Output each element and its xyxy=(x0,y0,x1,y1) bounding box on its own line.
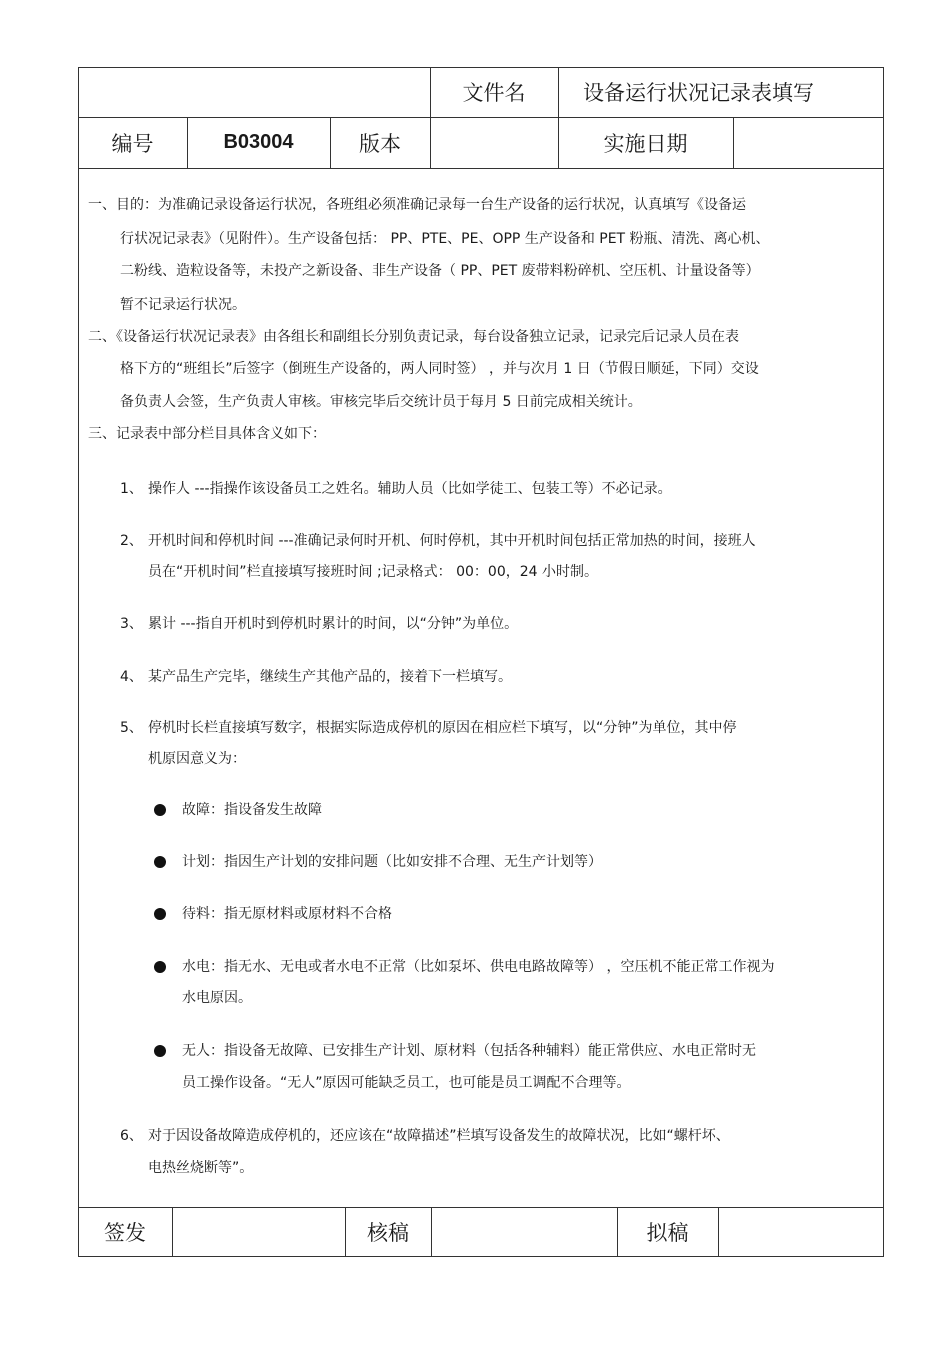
item-number: 1、 xyxy=(120,481,143,497)
review-label: 核稿 xyxy=(367,1221,409,1245)
review-signature-field xyxy=(431,1207,617,1257)
version-value xyxy=(430,117,558,168)
item-number: 6、 xyxy=(120,1128,143,1144)
draft-label: 拟稿 xyxy=(646,1221,689,1245)
purpose-line-4: 暂不记录运行状况。 xyxy=(120,297,246,313)
draft-signature-field xyxy=(718,1207,884,1257)
item-4-text: 某产品生产完毕，继续生产其他产品的，接着下一栏填写。 xyxy=(148,669,512,685)
impl-date-value xyxy=(733,117,884,168)
file-name-label: 文件名 xyxy=(462,81,526,105)
impl-date-label: 实施日期 xyxy=(603,131,688,156)
item-3-text: 累计 ---指自开机时到停机时累计的时间，以“分钟”为单位。 xyxy=(148,616,519,632)
item-2-line-1: 开机时间和停机时间 ---准确记录何时开机、何时停机，其中开机时间包括正常加热的时间，接班人 xyxy=(148,533,756,549)
item-5-line-1: 停机时长栏直接填写数字，根据实际造成停机的原因在相应栏下填写，以“分钟”为单位，其中停 xyxy=(148,720,737,736)
reason-material: 待料：指无原材料或原材料不合格 xyxy=(182,906,392,922)
responsibility-line-3: 备负责人会签，生产负责人审核。审核完毕后交统计员于每月 5 日前完成相关统计。 xyxy=(120,394,642,410)
item-number: 3、 xyxy=(120,616,143,632)
bullet-icon xyxy=(154,856,166,868)
purpose-line-2: 行状况记录表》（见附件）。生产设备包括： PP、PTE、PE、OPP 生产设备和 PET 粉瓶、清洗、离心机、 xyxy=(120,231,770,247)
version-label: 版本 xyxy=(359,131,401,156)
bullet-icon xyxy=(154,804,166,816)
responsibility-line-1: 二、《设备运行状况记录表》由各组长和副组长分别负责记录，每台设备独立记录，记录完后记录人员在表 xyxy=(88,329,739,345)
item-number: 4、 xyxy=(120,669,143,685)
item-number: 2、 xyxy=(120,533,143,549)
file-name-value: 设备运行状况记录表填写 xyxy=(583,81,814,105)
item-2-line-2: 员在“开机时间”栏直接填写接班时间 ;记录格式： 00：00，24 小时制。 xyxy=(148,564,599,580)
reason-no-staff-line-1: 无人：指设备无故障、已安排生产计划、原材料（包括各种辅料）能正常供应、水电正常时无 xyxy=(182,1043,756,1059)
reason-utility-line-1: 水电：指无水、无电或者水电不正常（比如泵坏、供电电路故障等） ，空压机不能正常工作视为 xyxy=(182,959,775,975)
reason-utility-line-2: 水电原因。 xyxy=(182,990,252,1006)
number-label: 编号 xyxy=(111,131,154,156)
item-1-text: 操作人 ---指操作该设备员工之姓名。辅助人员（比如学徒工、包装工等）不必记录。 xyxy=(148,481,672,497)
item-6-line-1: 对于因设备故障造成停机的，还应该在“故障描述”栏填写设备发生的故障状况，比如“螺杆坏、 xyxy=(148,1128,730,1144)
section-three-heading: 三、记录表中部分栏目具体含义如下： xyxy=(88,426,326,442)
bullet-icon xyxy=(154,1045,166,1057)
purpose-line-3: 二粉线、造粒设备等，未投产之新设备、非生产设备（ PP、PET 废带料粉碎机、空压机、计量设备等） xyxy=(120,263,760,279)
header-bottom-divider xyxy=(78,168,884,169)
item-number: 5、 xyxy=(120,720,143,736)
issue-label: 签发 xyxy=(104,1221,146,1245)
responsibility-line-2: 格下方的“班组长”后签字（倒班生产设备的，两人同时签） ，并与次月 1 日（节假日顺延，下同）交设 xyxy=(120,361,759,377)
issue-signature-field xyxy=(172,1207,345,1257)
item-5-line-2: 机原因意义为： xyxy=(148,751,246,767)
number-value: B03004 xyxy=(223,131,294,153)
item-6-line-2: 电热丝烧断等”。 xyxy=(148,1160,254,1176)
purpose-line-1: 一、目的：为准确记录设备运行状况，各班组必须准确记录每一台生产设备的运行状况，认真填写《设备运 xyxy=(88,197,746,213)
bullet-icon xyxy=(154,908,166,920)
reason-plan: 计划：指因生产计划的安排问题（比如安排不合理、无生产计划等） xyxy=(182,854,602,870)
reason-fault: 故障：指设备发生故障 xyxy=(182,802,322,818)
bullet-icon xyxy=(154,961,166,973)
reason-no-staff-line-2: 员工操作设备。“无人”原因可能缺乏员工，也可能是员工调配不合理等。 xyxy=(182,1075,631,1091)
